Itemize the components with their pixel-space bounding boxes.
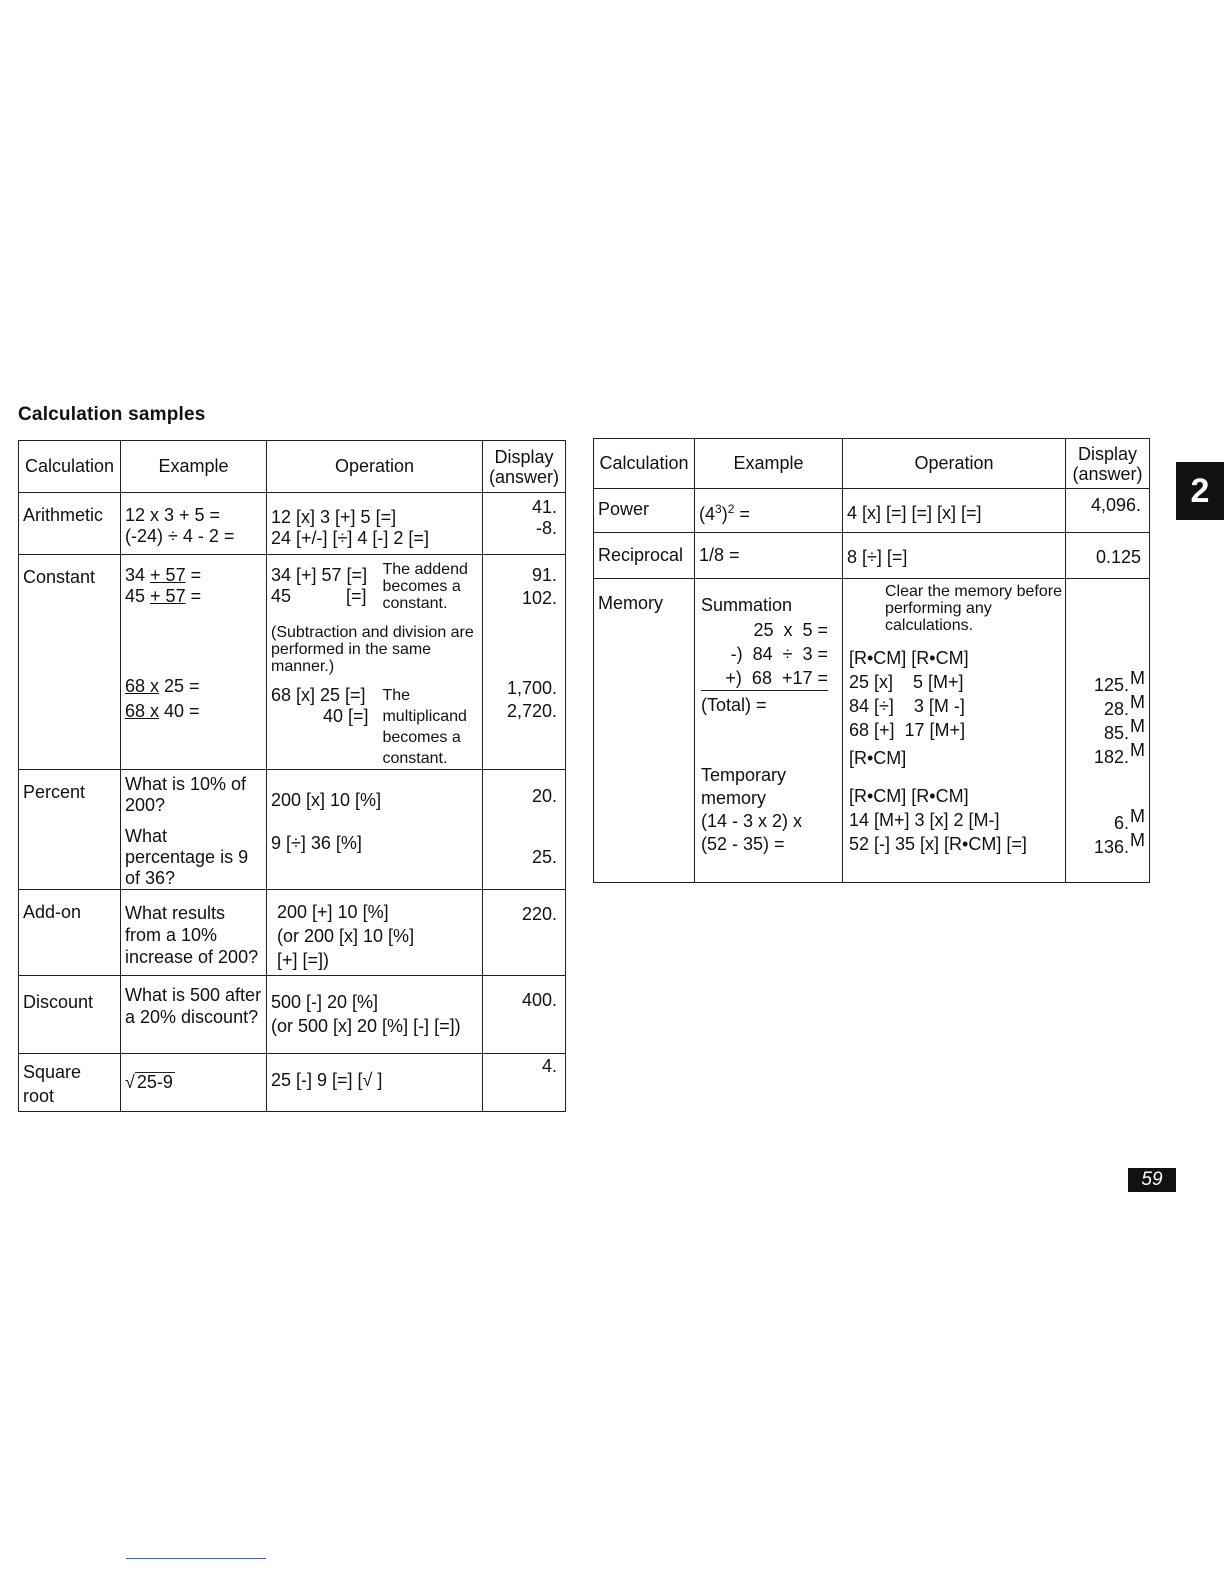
header-display — [483, 441, 566, 493]
header-display-line2: (answer) — [488, 466, 559, 487]
operation-line: [R•CM] — [849, 748, 907, 768]
operation-line: 25 [x] 5 [M+] — [849, 672, 964, 692]
row-label: Constant — [19, 555, 121, 770]
operation-line: 500 [-] 20 [%] — [271, 992, 379, 1012]
example-line — [125, 701, 262, 722]
display-number: 125. — [1093, 675, 1129, 695]
display-value: 220. — [483, 890, 566, 976]
header-example: Example — [121, 441, 267, 493]
calculation-samples-table-right — [593, 438, 1150, 883]
table-row-reciprocal — [594, 533, 1150, 579]
operand: 25 = — [159, 676, 200, 696]
display-value: 400. — [483, 976, 566, 1054]
table-row-arithmetic — [19, 493, 566, 555]
header-display-line1: Display — [1077, 443, 1138, 464]
display-number: 136. — [1093, 837, 1129, 857]
table-header-row — [594, 439, 1150, 489]
operand: 40 = — [159, 701, 200, 721]
example-cell — [695, 579, 843, 883]
memory-indicator: M — [1130, 740, 1145, 760]
header-calculation: Calculation — [594, 439, 695, 489]
example-line: Summation — [701, 595, 793, 615]
memory-indicator: M — [1130, 830, 1145, 850]
row-label: Power — [594, 489, 695, 533]
table-row-addon — [19, 890, 566, 976]
equals: = — [185, 586, 202, 606]
operation-line: 45 [=] — [271, 586, 367, 606]
constant-operand: 68 x — [125, 676, 160, 696]
example-line: 1/8 = — [695, 533, 843, 579]
display-value: 102. — [521, 588, 557, 608]
header-operation: Operation — [843, 439, 1066, 489]
example-cell — [121, 555, 267, 770]
example-line — [125, 586, 262, 607]
operation-cell — [267, 493, 483, 555]
calculation-samples-table-left — [18, 440, 566, 1112]
display-cell — [483, 555, 566, 770]
row-label: Reciprocal — [594, 533, 695, 579]
table-row-discount — [19, 976, 566, 1054]
row-label: Percent — [19, 770, 121, 890]
operation-line: 12 [x] 3 [+] 5 [=] — [271, 507, 397, 527]
operation-line: 40 [=] — [323, 706, 369, 726]
operation-cell — [267, 976, 483, 1054]
display-value: 4. — [483, 1054, 566, 1112]
example-cell: What results from a 10% increase of 200? — [121, 890, 267, 976]
operation-line: 84 [÷] 3 [M -] — [849, 696, 965, 716]
display-number: 28. — [1103, 699, 1129, 719]
operation-line: 24 [+/-] [÷] 4 [-] 2 [=] — [271, 528, 429, 548]
row-label: Square root — [19, 1054, 121, 1112]
example-line: (52 - 35) = — [701, 834, 785, 854]
operation-line: 200 [x] 10 [%] — [271, 790, 382, 810]
operation-note: The addend becomes a constant. — [382, 561, 468, 612]
operation-line: 68 [+] 17 [M+] — [849, 720, 966, 740]
example-line: Temporary memory — [701, 765, 787, 808]
operand: 45 — [125, 586, 146, 606]
display-cell — [1066, 579, 1150, 883]
operation-lines — [271, 561, 382, 612]
example-line: (Total) = — [701, 695, 767, 715]
equals: = — [734, 504, 750, 524]
page-number: 59 — [1128, 1168, 1176, 1192]
display-number: 85. — [1103, 723, 1129, 743]
example-line: 25 x 5 = — [753, 620, 828, 640]
operation-note: (Subtraction and division are performed in the same manner.) — [271, 624, 474, 675]
close-paren: ) — [721, 504, 728, 524]
example-cell — [695, 489, 843, 533]
summation-block — [701, 618, 838, 691]
header-display-line2: (answer) — [1072, 463, 1143, 484]
example-cell: What is 500 after a 20% discount? — [121, 976, 267, 1054]
operation-line: [R•CM] [R•CM] — [849, 648, 969, 668]
example-cell — [121, 493, 267, 555]
example-line: (14 - 3 x 2) x — [701, 811, 803, 831]
example-cell — [121, 1054, 267, 1112]
constant-operand: 68 x — [125, 701, 160, 721]
operation-lines — [849, 646, 1061, 856]
display-value: 91. — [531, 565, 557, 585]
operation-block — [271, 685, 478, 769]
constant-operand: + 57 — [150, 565, 186, 585]
operation-line: 52 [-] 35 [x] [R•CM] [=] — [849, 834, 1027, 854]
header-operation: Operation — [267, 441, 483, 493]
example-line: (-24) ÷ 4 - 2 = — [125, 526, 235, 546]
operation-cell — [843, 579, 1066, 883]
exponent: 3 — [715, 502, 722, 516]
display-value — [1070, 830, 1145, 859]
constant-operand: + 57 — [150, 586, 186, 606]
memory-indicator: M — [1130, 806, 1145, 826]
operation-cell — [267, 770, 483, 890]
bottom-rule — [126, 1558, 266, 1559]
operation-line: (or 500 [x] 20 [%] [-] [=]) — [271, 1016, 461, 1036]
display-value: 25. — [531, 847, 557, 867]
row-label: Discount — [19, 976, 121, 1054]
table-row-power — [594, 489, 1150, 533]
operation-note: Clear the memory before performing any calculations. — [885, 583, 1062, 634]
display-number: 182. — [1093, 747, 1129, 767]
header-example: Example — [695, 439, 843, 489]
operation-cell — [267, 555, 483, 770]
row-label: Arithmetic — [19, 493, 121, 555]
operation-line: 25 [-] 9 [=] [√ ] — [267, 1054, 483, 1112]
example-line: What is 10% of 200? — [125, 774, 247, 815]
table-row-memory — [594, 579, 1150, 883]
table-row-constant — [19, 555, 566, 770]
table-header-row — [19, 441, 566, 493]
display-value: -8. — [535, 518, 557, 538]
display-cell — [483, 770, 566, 890]
display-value: 1,700. — [506, 678, 557, 698]
operation-line: 4 [x] [=] [=] [x] [=] — [843, 489, 1066, 533]
operation-lines — [271, 685, 382, 769]
table-row-square-root — [19, 1054, 566, 1112]
row-label: Add-on — [19, 890, 121, 976]
header-display — [1066, 439, 1150, 489]
memory-indicator: M — [1130, 692, 1145, 712]
operation-cell — [267, 890, 483, 976]
display-value: 41. — [531, 497, 557, 517]
table-row-percent — [19, 770, 566, 890]
display-value — [1070, 740, 1145, 769]
display-cell — [483, 493, 566, 555]
operation-line: 34 [+] 57 [=] — [271, 565, 368, 585]
memory-indicator: M — [1130, 716, 1145, 736]
header-calculation: Calculation — [19, 441, 121, 493]
example-line — [125, 565, 262, 586]
operation-block — [271, 561, 478, 612]
radical-sign: √ — [125, 1072, 135, 1092]
operand: 34 — [125, 565, 146, 585]
operation-line: 8 [÷] [=] — [843, 533, 1066, 579]
operation-line: 200 [+] 10 [%] — [277, 902, 389, 922]
equals: = — [185, 565, 202, 585]
example-cell — [121, 770, 267, 890]
header-display-line1: Display — [494, 446, 554, 467]
example-line: 12 x 3 + 5 = — [125, 505, 221, 525]
memory-indicator: M — [1130, 668, 1145, 688]
display-values — [1070, 668, 1145, 859]
operation-line: [+] [=]) — [277, 950, 330, 970]
operation-line: 68 [x] 25 [=] — [271, 685, 366, 705]
base: (4 — [699, 504, 716, 524]
radicand: 25-9 — [136, 1072, 173, 1092]
page-title: Calculation samples — [18, 404, 206, 425]
operation-line: (or 200 [x] 10 [%] — [277, 926, 415, 946]
display-value: 4,096. — [1066, 489, 1150, 533]
chapter-tab: 2 — [1176, 462, 1224, 520]
operation-line: 14 [M+] 3 [x] 2 [M-] — [849, 810, 1000, 830]
operation-line: 9 [÷] 36 [%] — [271, 833, 362, 853]
operation-line: [R•CM] [R•CM] — [849, 786, 969, 806]
display-value: 2,720. — [506, 701, 557, 721]
example-line — [125, 676, 262, 697]
example-line: What percentage is 9 of 36? — [125, 826, 249, 888]
example-line: +) 68 +17 = — [701, 666, 828, 691]
example-line: -) 84 ÷ 3 = — [730, 644, 828, 664]
display-value: 0.125 — [1066, 533, 1150, 579]
display-number: 6. — [1113, 813, 1129, 833]
exponent: 2 — [727, 502, 735, 516]
operation-note: The multiplicand becomes a constant. — [382, 687, 467, 767]
display-value: 20. — [531, 786, 557, 806]
row-label: Memory — [594, 579, 695, 883]
